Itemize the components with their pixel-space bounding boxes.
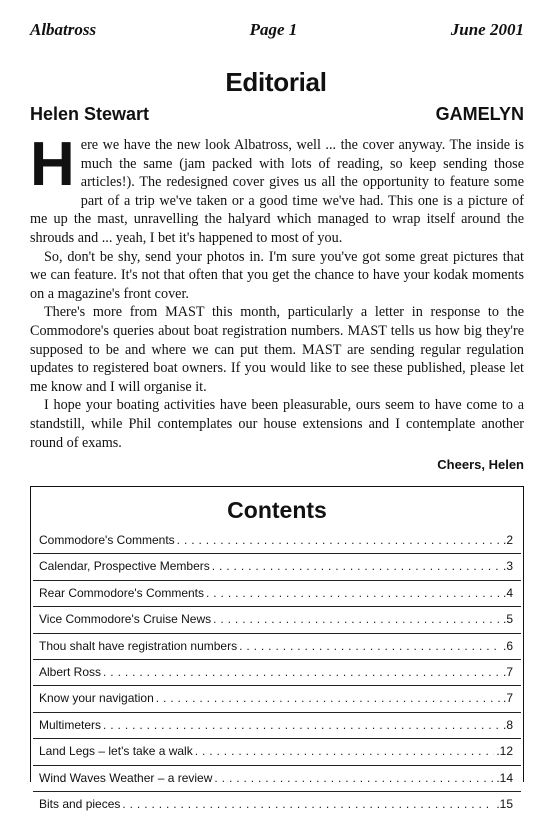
contents-item[interactable] [33, 633, 521, 659]
author-name: Helen Stewart [30, 104, 150, 124]
contents-item[interactable] [33, 791, 521, 817]
contents-item-page: .4 [502, 585, 513, 600]
contents-item-page: .3 [502, 559, 513, 574]
dot-leader [212, 554, 501, 579]
dot-leader [195, 739, 495, 764]
contents-item-title: Wind Waves Weather – a review [39, 770, 213, 785]
contents-item-page: .7 [502, 664, 513, 679]
contents-item[interactable] [33, 659, 521, 685]
contents-list [31, 528, 523, 817]
contents-item-page: .5 [502, 612, 513, 627]
dot-leader [103, 660, 501, 685]
editorial-body [30, 130, 524, 475]
contents-box [30, 486, 524, 811]
contents-item-page: .7 [502, 691, 513, 706]
contents-title: Contents [227, 497, 327, 523]
page-number: Page 1 [249, 20, 298, 39]
boat-name: GAMELYN [435, 104, 524, 124]
paragraph-2: So, don't be shy, send your photos in. I'm sure you've got some great pictures that we can feature. It's not that often that you get the chance to have your kodak moments on a magazine's front cover. [30, 248, 524, 302]
contents-item-title: Multimeters [39, 717, 102, 732]
contents-item-title: Thou shalt have registration numbers [39, 638, 238, 653]
contents-item[interactable] [33, 528, 521, 553]
contents-item[interactable] [33, 553, 521, 579]
contents-item-title: Calendar, Prospective Members [39, 559, 210, 574]
dot-leader [156, 686, 501, 711]
issue-date: June 2001 [450, 20, 524, 39]
contents-item-page: .14 [496, 770, 513, 785]
editorial-title: Editorial [225, 67, 327, 97]
contents-item[interactable] [33, 712, 521, 738]
page-header [30, 20, 524, 40]
drop-cap: H [30, 130, 75, 199]
contents-item-page: .6 [502, 638, 513, 653]
dot-leader [214, 766, 494, 791]
contents-item-title: Commodore's Comments [39, 533, 175, 547]
contents-item-title: Know your navigation [39, 691, 154, 706]
dot-leader [103, 713, 501, 738]
contents-item-title: Bits and pieces [39, 796, 121, 811]
dot-leader [239, 634, 501, 659]
contents-item[interactable] [33, 606, 521, 632]
contents-item-title: Rear Commodore's Comments [39, 585, 205, 600]
signoff: Cheers, Helen [437, 457, 524, 473]
byline [30, 104, 524, 125]
dot-leader [177, 528, 501, 553]
contents-item[interactable] [33, 580, 521, 606]
contents-item[interactable] [33, 738, 521, 764]
contents-item[interactable] [33, 765, 521, 791]
contents-item-title: Albert Ross [39, 664, 102, 679]
contents-item-page: .2 [502, 533, 513, 547]
dot-leader [122, 792, 494, 817]
paragraph-1: Here we have the new look Albatross, well ... the cover anyway. The inside is much the same (jam packed with lots of reading, so keep sending those articles!). The redesigned cover gives us all the opportunity to feature some part of a trip we've taken or a good time we've had. This one is a picture of me up the mast, unravelling the halyard which managed to wrap itself around the shrouds and ... yeah, I bet it's happened to most of you. [30, 130, 524, 246]
dot-leader [206, 581, 501, 606]
paragraph-3: There's more from MAST this month, particularly a letter in response to the Commodore's queries about boat registration numbers. MAST tells us how big they're supposed to be and where we can put them. MAST are sending regular regulation updates to registered boat owners. If you would like to see these published, please let me know and I will organise it. [30, 304, 524, 395]
contents-item-title: Land Legs – let's take a walk [39, 744, 193, 759]
contents-item-title: Vice Commodore's Cruise News [39, 612, 212, 627]
contents-item-page: .15 [496, 796, 513, 811]
dot-leader [213, 607, 501, 632]
contents-item[interactable] [33, 685, 521, 711]
paragraph-4: I hope your boating activities have been pleasurable, ours seem to have come to a standstill, while Phil contemplates our house extensions and I contemplate another round of exams. [30, 397, 524, 451]
contents-item-page: .12 [496, 744, 513, 759]
contents-item-page: .8 [502, 717, 513, 732]
magazine-name: Albatross [30, 20, 97, 39]
